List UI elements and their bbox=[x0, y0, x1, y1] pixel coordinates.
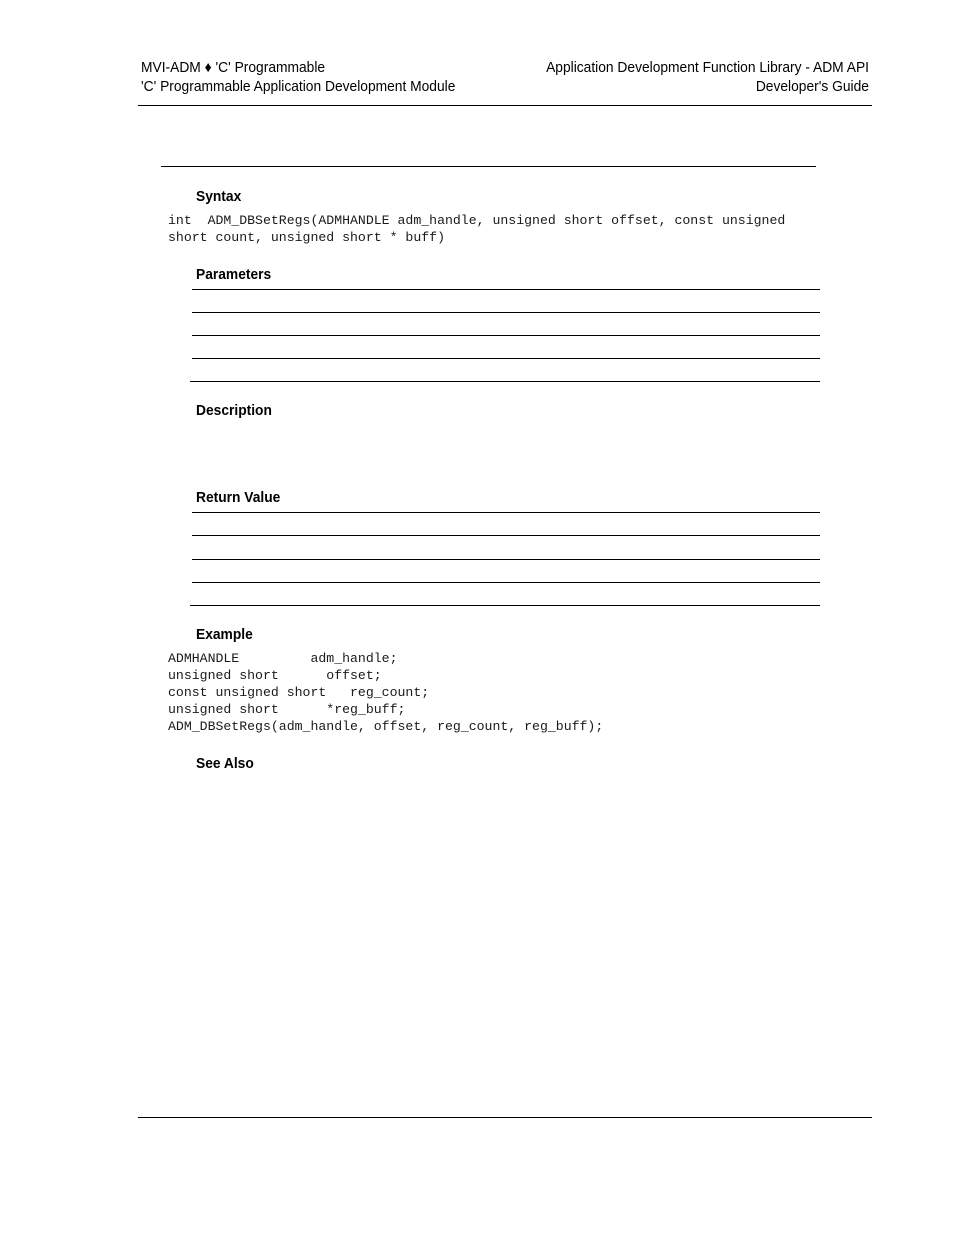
parameters-table-rule bbox=[192, 289, 820, 290]
return-value-table-rule bbox=[192, 582, 820, 583]
description-heading: Description bbox=[196, 402, 272, 419]
header-chapter-title: Application Development Function Library - ADM API bbox=[546, 59, 869, 76]
function-title-rule bbox=[161, 166, 816, 167]
see-also-heading: See Also bbox=[196, 755, 254, 772]
parameters-table-rule bbox=[192, 335, 820, 336]
parameters-table-rule bbox=[192, 312, 820, 313]
header-rule bbox=[138, 105, 872, 106]
return-value-table-rule bbox=[192, 512, 820, 513]
return-value-table-rule bbox=[190, 605, 820, 606]
return-value-heading: Return Value bbox=[196, 489, 281, 506]
header-product-subtitle: 'C' Programmable Application Development Module bbox=[141, 78, 456, 95]
example-heading: Example bbox=[196, 626, 253, 643]
syntax-code: int ADM_DBSetRegs(ADMHANDLE adm_handle, unsigned short offset, const unsigned short count, unsigned short * buff) bbox=[168, 213, 786, 245]
return-value-table-rule bbox=[192, 535, 820, 536]
example-code: ADMHANDLE adm_handle; unsigned short offset; const unsigned short reg_count; unsigned short *reg_buff; ADM_DBSetRegs(adm_handle, offset, reg_count, reg_buff); bbox=[168, 651, 604, 734]
syntax-heading: Syntax bbox=[196, 188, 242, 205]
footer-rule bbox=[138, 1117, 872, 1118]
parameters-table-rule bbox=[192, 358, 820, 359]
header-guide-title: Developer's Guide bbox=[755, 78, 869, 95]
parameters-table-rule bbox=[190, 381, 820, 382]
header-product-title: MVI-ADM ♦ 'C' Programmable bbox=[141, 59, 326, 76]
parameters-heading: Parameters bbox=[196, 266, 272, 283]
return-value-table-rule bbox=[192, 559, 820, 560]
